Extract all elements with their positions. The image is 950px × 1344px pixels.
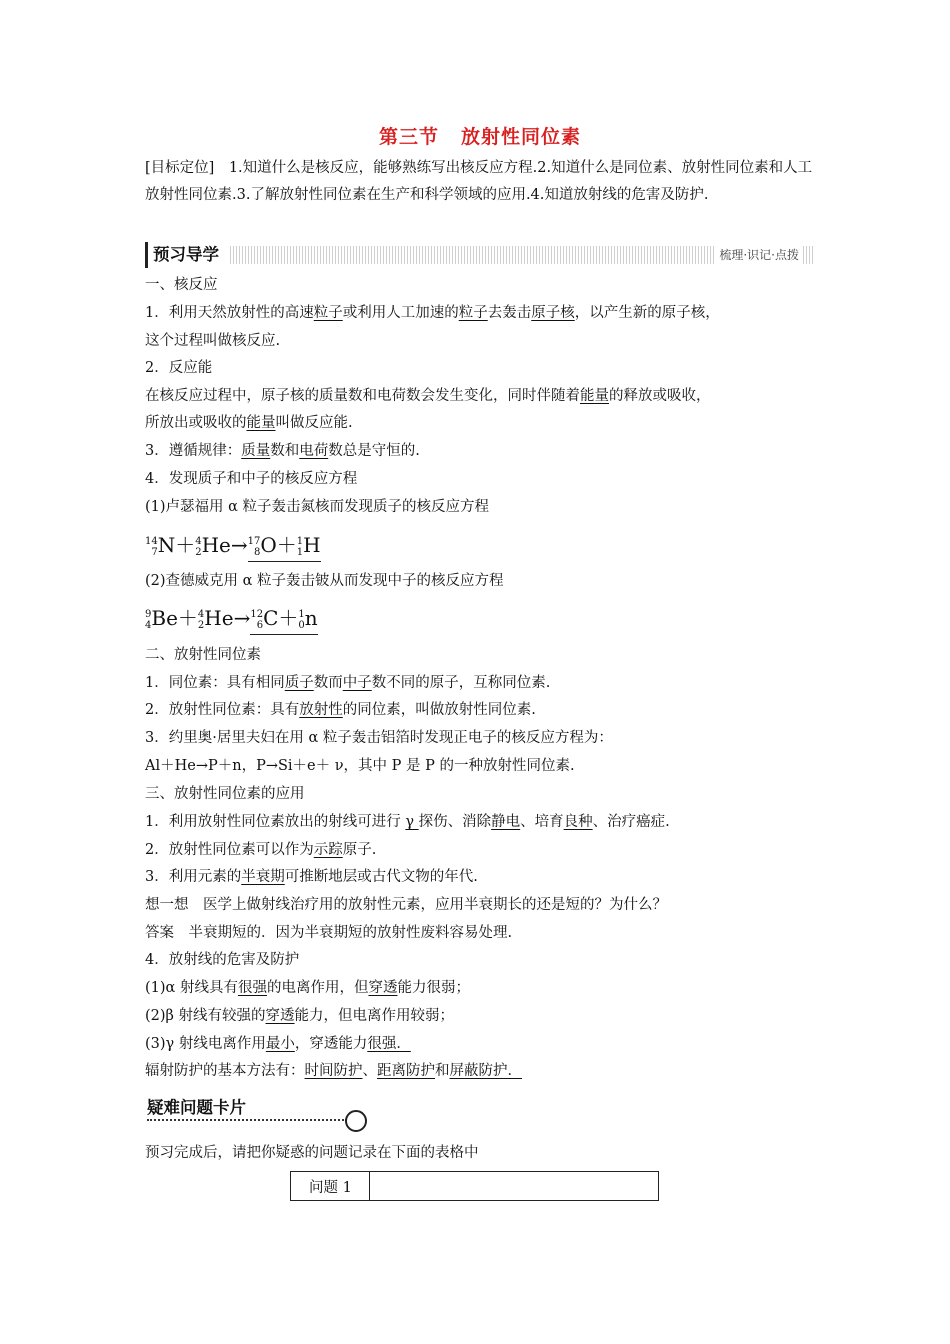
s1-p1-line2: 这个过程叫做核反应. [145, 333, 281, 349]
s2-p2: 2．放射性同位素：具有放射性的同位素，叫做放射性同位素. [145, 702, 536, 718]
table-row [291, 1172, 659, 1201]
s2-p3: 3．约里奥·居里夫妇在用 α 粒子轰击铝箔时发现正电子的核反应方程为： [145, 730, 613, 746]
heading-isotopes: 二、放射性同位素 [145, 647, 261, 663]
section-right-label: 梳理·识记·点拨 [715, 242, 803, 268]
s3-p1: 1．利用放射性同位素放出的射线可进行 γ 探伤、消除静电、培育良种、治疗癌症. [145, 814, 670, 830]
s1-p4-rutherford: (1)卢瑟福用 α 粒子轰击氮核而发现质子的核反应方程 [145, 499, 490, 515]
heading-nuclear-reaction: 一、核反应 [145, 277, 218, 293]
title-part2: 放射性同位素 [461, 126, 582, 148]
s3-p2: 2．放射性同位素可以作为示踪原子. [145, 842, 377, 858]
s3-p4-alpha: (1)α 射线具有很强的电离作用，但穿透能力很弱； [145, 980, 470, 996]
think-answer: 答案 半衰期短的．因为半衰期短的放射性废料容易处理. [145, 925, 513, 941]
question-table [290, 1171, 659, 1201]
question-input-cell[interactable] [370, 1172, 659, 1201]
s1-p4-heading: 4．发现质子和中子的核反应方程 [145, 471, 358, 487]
equation-rutherford: 14 7N＋4 2He→17 8O＋1 1H [145, 530, 321, 562]
s2-p1: 1．同位素：具有相同质子数而中子数不同的原子，互称同位素. [145, 675, 551, 691]
puzzle-card-label: 疑难问题卡片 [147, 1098, 246, 1117]
s1-p1-line1: 1．利用天然放射性的高速粒子或利用人工加速的粒子去轰击原子核，以产生新的原子核， [145, 305, 720, 321]
s3-protection: 辐射防护的基本方法有：时间防护、距离防护和屏蔽防护． [145, 1063, 522, 1079]
s3-p3: 3．利用元素的半衰期可推断地层或古代文物的年代. [145, 869, 478, 885]
equation-rutherford-products: 17 8O＋1 1H [248, 530, 321, 562]
s2-p3-equation: Al＋He→P＋n，P→Si＋e＋ ν，其中 P 是 P 的一种放射性同位素. [145, 758, 575, 774]
puzzle-intro: 预习完成后，请把你疑惑的问题记录在下面的表格中 [145, 1145, 479, 1161]
equation-chadwick-products: 12 6C＋1 0n [250, 603, 317, 635]
page-title [145, 122, 815, 149]
s1-p4-chadwick: (2)查德威克用 α 粒子轰击铍从而发现中子的核反应方程 [145, 573, 504, 589]
heading-applications: 三、放射性同位素的应用 [145, 786, 305, 802]
s1-p2-heading: 2．反应能 [145, 360, 213, 376]
s3-p4-gamma: (3)γ 射线电离作用最小，穿透能力很强． [145, 1036, 411, 1052]
s1-p2-line1: 在核反应过程中，原子核的质量数和电荷数会发生变化，同时伴随着能量的释放或吸收， [145, 388, 711, 404]
s3-p4-heading: 4．放射线的危害及防护 [145, 952, 300, 968]
s1-p2-line2: 所放出或吸收的能量叫做反应能. [145, 415, 353, 431]
s1-p3: 3．遵循规律：质量数和电荷数总是守恒的. [145, 443, 420, 459]
title-part1: 第三节 [378, 126, 439, 148]
puzzle-dotted-line [147, 1119, 347, 1121]
question-label-cell: 问题 1 [291, 1172, 370, 1201]
equation-chadwick: 9 4Be＋4 2He→12 6C＋1 0n [145, 603, 318, 635]
puzzle-card-header [145, 1097, 385, 1125]
objectives-paragraph: [目标定位] 1.知道什么是核反应，能够熟练写出核反应方程.2.知道什么是同位素、放射性同位素和人工放射性同位素.3.了解放射性同位素在生产和科学领域的应用.4.知道放射线的危害及防护. [145, 160, 813, 203]
circle-icon [345, 1110, 367, 1132]
s3-p4-beta: (2)β 射线有较强的穿透能力，但电离作用较弱； [145, 1008, 455, 1024]
think-question: 想一想 医学上做射线治疗用的放射性元素，应用半衰期长的还是短的？为什么？ [145, 897, 667, 913]
section-bar-preview [145, 242, 815, 268]
section-label: 预习导学 [145, 242, 225, 268]
